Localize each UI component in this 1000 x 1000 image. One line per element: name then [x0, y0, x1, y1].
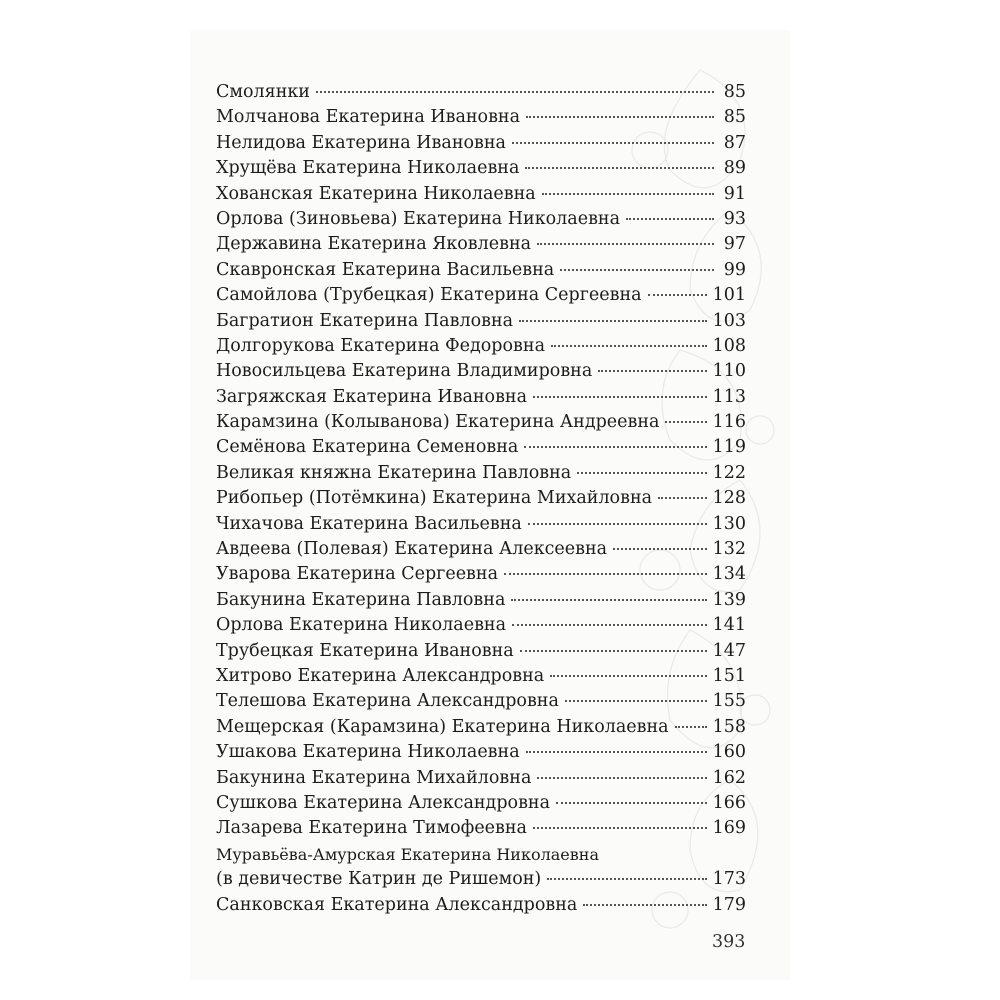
toc-entry [216, 156, 746, 181]
dot-leader [528, 522, 707, 525]
dot-leader [316, 90, 714, 93]
toc-entry-page: 103 [712, 310, 746, 331]
toc-entry-title: Нелидова Екатерина Ивановна [216, 132, 506, 153]
toc-entry-page: 87 [723, 132, 746, 153]
toc-entry-page: 128 [712, 488, 746, 509]
toc-entry [216, 689, 746, 714]
toc-entry [216, 131, 746, 156]
toc-entry-multiline [216, 842, 746, 893]
dot-leader [533, 395, 707, 398]
toc-entry-page: 101 [712, 285, 746, 306]
toc-entry-page: 85 [723, 107, 746, 128]
toc-entry-title: Семёнова Екатерина Семеновна [216, 437, 519, 458]
toc-entry [216, 461, 746, 486]
toc-entry-page: 151 [712, 665, 746, 686]
toc-entry-title: Загряжская Екатерина Ивановна [216, 386, 528, 407]
toc-entry [216, 207, 746, 232]
toc-entry-title: Хованская Екатерина Николаевна [216, 183, 536, 204]
toc-entry-title: Санковская Екатерина Александровна [216, 894, 578, 915]
dot-leader [583, 903, 706, 906]
toc-entry-subtitle: (в девичестве Катрин де Ришемон) [216, 869, 542, 890]
toc-entry [216, 80, 746, 105]
toc-entry-page: 141 [712, 615, 746, 636]
toc-entry-page: 93 [723, 208, 746, 229]
toc-entry [216, 410, 746, 435]
table-of-contents [216, 80, 746, 918]
toc-entry-title: Новосильцева Екатерина Владимировна [216, 361, 593, 382]
toc-entry-title: Муравьёва-Амурская Екатерина Николаевна [216, 844, 599, 864]
toc-entry-title: Хрущёва Екатерина Николаевна [216, 158, 520, 179]
dot-leader [511, 598, 706, 601]
toc-entry-page: 155 [712, 691, 746, 712]
dot-leader [613, 547, 707, 550]
toc-entry-title: Скавронская Екатерина Васильевна [216, 259, 555, 280]
toc-entry-title: Уварова Екатерина Сергеевна [216, 564, 499, 585]
toc-entry-title: Ушакова Екатерина Николаевна [216, 742, 520, 763]
toc-entry-title: Державина Екатерина Яковлевна [216, 234, 532, 255]
dot-leader [577, 471, 706, 474]
toc-entry [216, 664, 746, 689]
toc-entry [216, 334, 746, 359]
toc-entry-title: Лазарева Екатерина Тимофеевна [216, 818, 527, 839]
toc-entry-page: 169 [712, 818, 746, 839]
toc-entry-page: 147 [712, 640, 746, 661]
toc-entry-page: 91 [723, 183, 746, 204]
toc-entry-title: Сушкова Екатерина Александровна [216, 792, 551, 813]
toc-entry-title: Карамзина (Колыванова) Екатерина Андреевна [216, 412, 660, 433]
toc-entry [216, 486, 746, 511]
toc-entry [216, 258, 746, 283]
toc-entry-page: 89 [723, 158, 746, 179]
toc-entry-page: 119 [712, 437, 746, 458]
page-number: 393 [712, 932, 746, 952]
dot-leader [560, 268, 714, 271]
toc-entry [216, 309, 746, 334]
toc-entry-title: Мещерская (Карамзина) Екатерина Николаевна [216, 716, 669, 737]
toc-entry [216, 791, 746, 816]
toc-entry-continuation [216, 867, 746, 892]
toc-entry-title: Бакунина Екатерина Павловна [216, 589, 506, 610]
toc-entry [216, 740, 746, 765]
dot-leader [648, 293, 707, 296]
toc-entry [216, 639, 746, 664]
dot-leader [537, 776, 706, 779]
toc-entry-page: 160 [712, 742, 746, 763]
toc-entry [216, 537, 746, 562]
toc-entry-page: 134 [712, 564, 746, 585]
dot-leader [551, 344, 707, 347]
dot-leader [519, 319, 707, 322]
toc-entry-title: Орлова (Зиновьева) Екатерина Николаевна [216, 208, 621, 229]
dot-leader [665, 420, 706, 423]
dot-leader [512, 623, 707, 626]
toc-entry [216, 588, 746, 613]
toc-entry-page: 158 [712, 716, 746, 737]
toc-entry-page: 110 [712, 361, 746, 382]
toc-entry-title: Долгорукова Екатерина Федоровна [216, 335, 545, 356]
toc-entry-page: 116 [712, 412, 746, 433]
toc-entry-page: 139 [712, 589, 746, 610]
toc-entry [216, 435, 746, 460]
toc-entry-page: 122 [712, 462, 746, 483]
toc-entry-title: Рибопьер (Потёмкина) Екатерина Михайловна [216, 488, 653, 509]
toc-entry-title: Самойлова (Трубецкая) Екатерина Сергеевна [216, 285, 642, 306]
toc-entry-page: 113 [712, 386, 746, 407]
dot-leader [556, 801, 707, 804]
toc-entry-title: Хитрово Екатерина Александровна [216, 665, 545, 686]
toc-entry-title: Багратион Екатерина Павловна [216, 310, 514, 331]
dot-leader [524, 445, 706, 448]
dot-leader [626, 217, 714, 220]
toc-entry-title: Великая княжна Екатерина Павловна [216, 462, 572, 483]
toc-entry-page: 130 [712, 513, 746, 534]
toc-entry [216, 893, 746, 918]
dot-leader [550, 674, 706, 677]
toc-entry-page: 99 [723, 259, 746, 280]
dot-leader [520, 649, 707, 652]
dot-leader [512, 141, 714, 144]
toc-entry-page: 162 [712, 767, 746, 788]
toc-entry-title: Смолянки [216, 82, 310, 102]
toc-entry [216, 766, 746, 791]
dot-leader [565, 699, 707, 702]
dot-leader [504, 572, 707, 575]
toc-entry-title: Орлова Екатерина Николаевна [216, 615, 507, 636]
toc-entry-page: 179 [712, 894, 746, 915]
dot-leader [526, 115, 714, 118]
toc-entry-title: Телешова Екатерина Александровна [216, 691, 559, 712]
toc-entry-title: Чихачова Екатерина Васильевна [216, 513, 522, 534]
toc-entry-page: 97 [723, 234, 746, 255]
toc-entry [216, 182, 746, 207]
toc-entry-title: Молчанова Екатерина Ивановна [216, 107, 521, 128]
dot-leader [525, 166, 714, 169]
toc-entry [216, 613, 746, 638]
dot-leader [542, 192, 714, 195]
toc-entry [216, 283, 746, 308]
toc-entry-title: Трубецкая Екатерина Ивановна [216, 640, 514, 661]
toc-entry-title: Авдеева (Полевая) Екатерина Алексеевна [216, 539, 608, 560]
dot-leader [526, 750, 707, 753]
toc-entry-page: 166 [712, 792, 746, 813]
toc-entry [216, 105, 746, 130]
dot-leader [537, 242, 714, 245]
toc-entry [216, 715, 746, 740]
toc-entry-page: 108 [712, 335, 746, 356]
dot-leader [547, 877, 706, 880]
dot-leader [675, 725, 707, 728]
toc-entry [216, 385, 746, 410]
toc-entry-page: 132 [712, 539, 746, 560]
toc-entry [216, 562, 746, 587]
toc-entry-page: 173 [712, 869, 746, 890]
toc-entry [216, 232, 746, 257]
toc-entry-title: Бакунина Екатерина Михайловна [216, 767, 532, 788]
toc-entry [216, 359, 746, 384]
toc-entry [216, 512, 746, 537]
dot-leader [658, 496, 707, 499]
dot-leader [598, 369, 706, 372]
dot-leader [533, 826, 707, 829]
toc-entry-page: 85 [723, 82, 746, 102]
toc-entry [216, 816, 746, 841]
